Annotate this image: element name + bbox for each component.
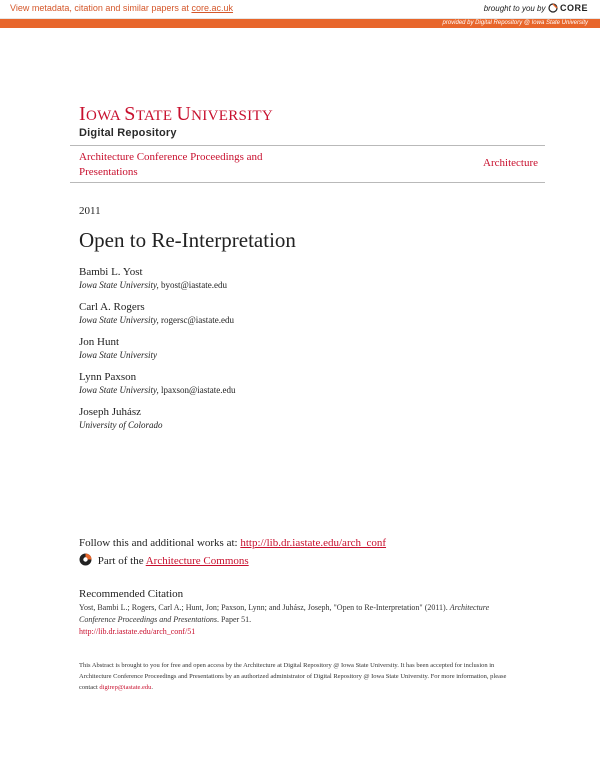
author-name: Lynn Paxson — [79, 371, 137, 383]
part-of-line: Part of the Architecture Commons — [79, 553, 249, 567]
author-entry — [79, 370, 236, 396]
architecture-commons-link[interactable]: Architecture Commons — [145, 555, 249, 567]
author-list — [79, 265, 236, 440]
collection-url-link[interactable]: http://lib.dr.iastate.edu/arch_conf — [240, 537, 387, 549]
citation-text: Yost, Bambi L.; Rogers, Carl A.; Hunt, Jon; Paxson, Lynn; and Juhász, Joseph, "Open to Re-Interpretation" (2011). Architecture Conference Proceedings and Presentations. Paper 51. http://lib.dr.iastate.edu/arch_conf/51 — [79, 603, 490, 636]
core-brand[interactable]: brought to you by CORE — [483, 3, 588, 13]
author-entry — [79, 265, 236, 291]
divider-top — [70, 145, 545, 146]
author-entry — [79, 300, 236, 326]
department-link[interactable]: Architecture — [483, 157, 538, 169]
author-name: Jon Hunt — [79, 336, 120, 348]
author-name: Bambi L. Yost — [79, 266, 143, 278]
commons-network-icon — [79, 553, 92, 566]
author-entry — [79, 405, 236, 431]
isu-logo[interactable] — [79, 104, 273, 139]
author-email[interactable]: rogersc@iastate.edu — [158, 315, 235, 325]
core-logo-icon — [548, 3, 558, 13]
author-email[interactable]: lpaxson@iastate.edu — [158, 385, 236, 395]
citation-venue: Architecture Conference Proceedings and Presentations — [79, 603, 490, 624]
author-name: Carl A. Rogers — [79, 301, 145, 313]
follow-line: Follow this and additional works at: http://lib.dr.iastate.edu/arch_conf — [79, 537, 387, 549]
provider-band — [0, 19, 600, 28]
citation-heading: Recommended Citation — [79, 588, 184, 600]
contact-email-link[interactable]: digirep@iastate.edu — [99, 684, 152, 691]
citation-url-link[interactable]: http://lib.dr.iastate.edu/arch_conf/51 — [79, 627, 196, 636]
core-metadata-notice: View metadata, citation and similar papers at core.ac.uk — [10, 3, 233, 13]
access-notice: This Abstract is brought to you for free and open access by the Architecture at Digital Repository @ Iowa State University. It has been accepted for inclusion in Architecture Conference Proceedings and Presentations by an authorized administrator of Digital Repository @ Iowa State University. For more information, please contact digirep@iastate.edu. — [79, 662, 507, 691]
divider-bottom — [70, 182, 545, 183]
collection-link[interactable]: Architecture Conference Proceedings and Presentations — [79, 151, 263, 178]
author-affiliation: Iowa State University, rogersc@iastate.edu — [79, 315, 235, 325]
author-affiliation: Iowa State University, lpaxson@iastate.edu — [79, 385, 236, 395]
author-affiliation: Iowa State University, byost@iastate.edu — [79, 280, 228, 290]
author-name: Joseph Juhász — [79, 406, 142, 418]
repository-name: Digital Repository — [79, 127, 177, 139]
paper-title: Open to Re-Interpretation — [79, 228, 296, 252]
provided-by-text: provided by Digital Repository @ Iowa State University — [442, 20, 588, 26]
core-header-bar — [0, 0, 600, 19]
core-link[interactable]: core.ac.uk — [191, 3, 233, 13]
author-entry — [79, 335, 236, 361]
publication-year: 2011 — [79, 205, 101, 217]
author-affiliation: Iowa State University — [79, 350, 157, 360]
university-name: IOWA STATE UNIVERSITY — [79, 103, 274, 125]
author-affiliation: University of Colorado — [79, 420, 163, 430]
author-email[interactable]: byost@iastate.edu — [158, 280, 228, 290]
